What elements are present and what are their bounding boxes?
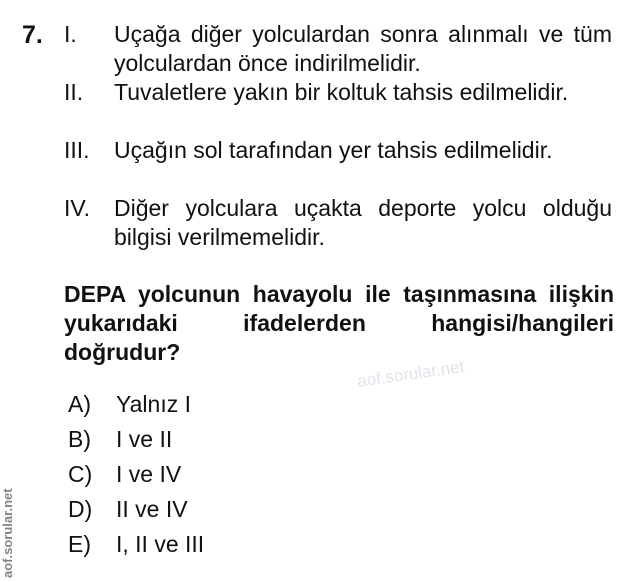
option-text: Yalnız I bbox=[116, 391, 191, 417]
option-letter: D) bbox=[68, 496, 93, 522]
option-e[interactable] bbox=[68, 530, 204, 559]
statement-numeral: III. bbox=[64, 137, 90, 163]
statement-text: Diğer yolculara uçakta deporte yolcu olduğu bilgisi verilmemelidir. bbox=[114, 195, 612, 250]
option-letter: C) bbox=[68, 461, 93, 487]
statement-text: Uçağın sol tarafından yer tahsis edilmelidir. bbox=[114, 137, 553, 163]
option-letter: B) bbox=[68, 426, 91, 452]
option-text: I ve IV bbox=[116, 461, 182, 487]
option-text: I, II ve III bbox=[116, 531, 205, 557]
option-text: I ve II bbox=[116, 426, 173, 452]
option-c[interactable] bbox=[68, 460, 181, 489]
watermark-center: aof.sorular.net bbox=[356, 357, 466, 391]
statement-numeral: II. bbox=[64, 79, 84, 105]
option-b[interactable] bbox=[68, 425, 172, 454]
statement-numeral: IV. bbox=[64, 195, 91, 221]
option-a[interactable] bbox=[68, 390, 191, 419]
statement-text: Uçağa diğer yolculardan sonra alınmalı ve tüm yolculardan önce indirilmelidir. bbox=[114, 21, 612, 76]
option-letter: A) bbox=[68, 391, 91, 417]
statement-i bbox=[64, 20, 612, 78]
statement-iii bbox=[64, 136, 612, 165]
statement-numeral: I. bbox=[64, 21, 77, 47]
question-number: 7. bbox=[22, 21, 43, 49]
watermark-side: aof.sorular.net bbox=[0, 488, 15, 578]
statement-ii bbox=[64, 78, 612, 107]
option-letter: E) bbox=[68, 531, 91, 557]
statement-text: Tuvaletlere yakın bir koltuk tahsis edilmelidir. bbox=[114, 79, 569, 105]
option-d[interactable] bbox=[68, 495, 188, 524]
option-text: II ve IV bbox=[116, 496, 188, 522]
statement-iv bbox=[64, 194, 612, 252]
question-stem: DEPA yolcunun havayolu ile taşınmasına ilişkin yukarıdaki ifadelerden hangisi/hangileri doğrudur? bbox=[64, 281, 614, 365]
